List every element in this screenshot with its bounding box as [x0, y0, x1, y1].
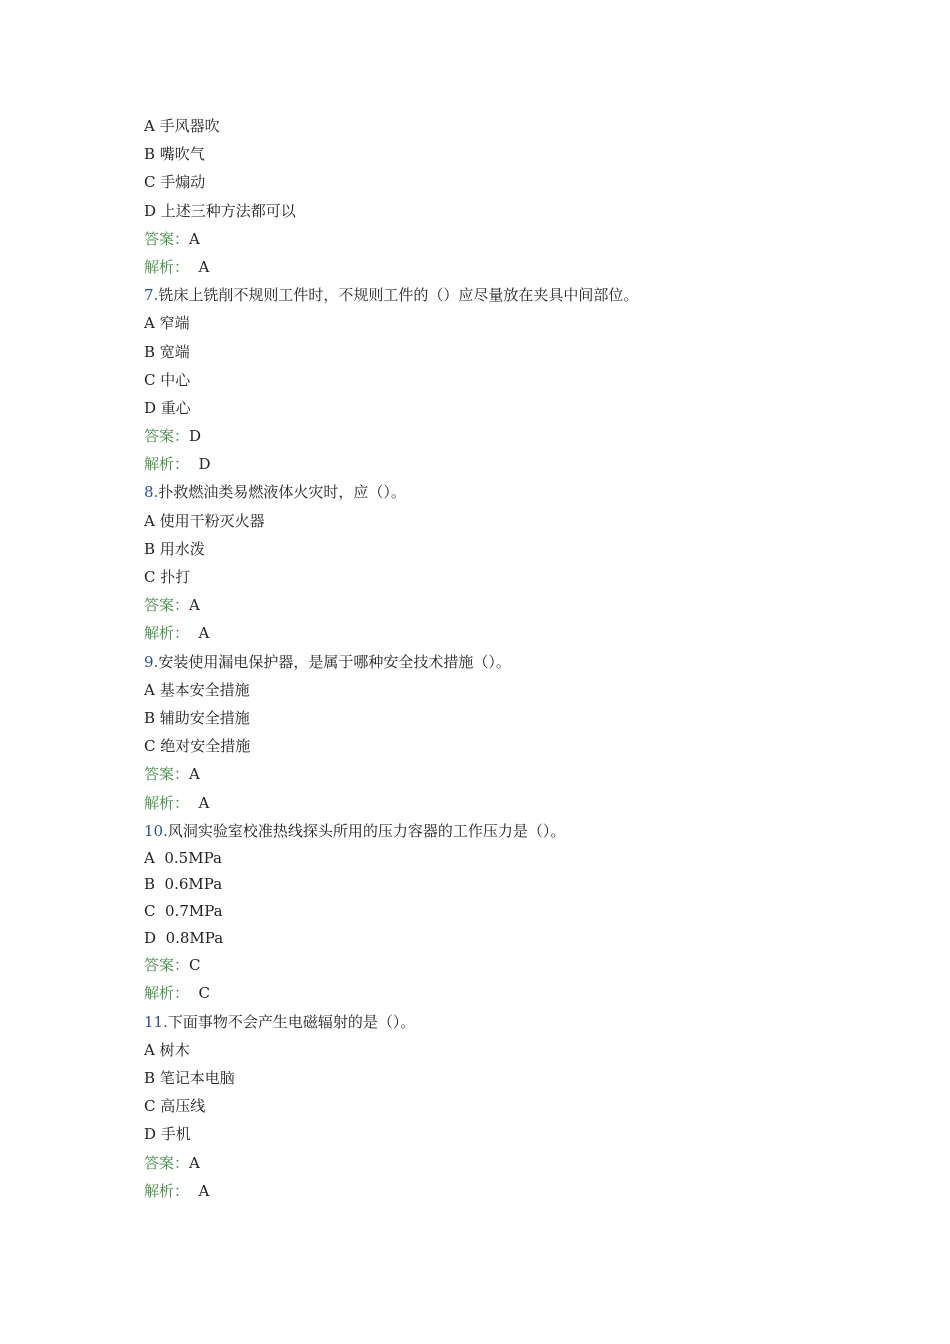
- question-text: 下面事物不会产生电磁辐射的是（）。: [167, 1012, 416, 1031]
- answer-value: A: [189, 765, 200, 784]
- option-a: A 使用干粉灭火器: [144, 511, 265, 530]
- answer-line: [144, 760, 638, 788]
- question-10: [144, 817, 638, 1008]
- question-7: [144, 281, 638, 478]
- answer-line: [144, 225, 638, 253]
- question-number: 11.: [144, 1012, 168, 1031]
- question-stem: [144, 1008, 638, 1036]
- answer-label: 答案：: [144, 427, 190, 446]
- option-b: B 0.6MPa: [144, 875, 223, 894]
- answer-label: 答案：: [144, 596, 190, 615]
- option-c: C 手煽动: [144, 173, 206, 192]
- answer-line: [144, 1149, 638, 1177]
- option-c: C 高压线: [144, 1097, 206, 1116]
- option-a: A 窄端: [144, 314, 190, 333]
- option-a: A 0.5MPa: [144, 848, 222, 867]
- answer-label: 答案：: [144, 765, 190, 784]
- answer-value: A: [189, 229, 200, 248]
- option-b: B 笔记本电脑: [144, 1069, 235, 1087]
- answer-value: A: [189, 596, 200, 615]
- option-b: B 宽端: [144, 342, 190, 361]
- analysis-line: [144, 450, 638, 478]
- answer-value: D: [189, 427, 202, 446]
- question-9: [144, 648, 638, 817]
- answer-value: C: [189, 956, 201, 975]
- question-stem: [144, 478, 638, 506]
- analysis-value: A: [189, 793, 210, 812]
- question-6: [144, 112, 638, 281]
- question-stem: [144, 281, 638, 309]
- option-d: D 0.8MPa: [144, 928, 224, 947]
- answer-label: 答案：: [144, 229, 190, 248]
- question-number: 9.: [144, 652, 159, 671]
- analysis-line: [144, 979, 638, 1007]
- analysis-label: 解析：: [144, 793, 190, 812]
- answer-line: [144, 422, 638, 450]
- question-text: 安装使用漏电保护器，是属于哪种安全技术措施（）。: [158, 652, 511, 671]
- question-list: [144, 112, 638, 1205]
- option-b: B 辅助安全措施: [144, 708, 250, 727]
- analysis-label: 解析：: [144, 455, 190, 474]
- question-11: [144, 1008, 638, 1205]
- question-8: [144, 478, 638, 647]
- answer-label: 答案：: [144, 1153, 190, 1172]
- option-a: A 手风器吹: [144, 117, 220, 135]
- option-c: C 扑打: [144, 568, 191, 586]
- analysis-line: [144, 619, 638, 647]
- analysis-value: A: [189, 257, 210, 276]
- option-d: D 上述三种方法都可以: [144, 201, 296, 220]
- analysis-line: [144, 1177, 638, 1205]
- option-b: B 用水泼: [144, 539, 205, 558]
- analysis-label: 解析：: [144, 624, 190, 643]
- answer-line: [144, 591, 638, 619]
- analysis-line: [144, 253, 638, 281]
- answer-label: 答案：: [144, 956, 190, 975]
- option-b: B 嘴吹气: [144, 145, 205, 164]
- option-c: C 绝对安全措施: [144, 737, 251, 756]
- option-c: C 中心: [144, 370, 191, 389]
- option-a: A 基本安全措施: [144, 680, 250, 699]
- question-number: 8.: [144, 483, 159, 502]
- option-a: A 树木: [144, 1040, 190, 1059]
- answer-value: A: [189, 1153, 200, 1172]
- analysis-label: 解析：: [144, 984, 190, 1003]
- question-stem: [144, 817, 638, 845]
- answer-line: [144, 951, 638, 979]
- question-text: 铣床上铣削不规则工件时，不规则工件的（）应尽量放在夹具中间部位。: [158, 286, 639, 305]
- question-text: 风洞实验室校准热线探头所用的压力容器的工作压力是（）。: [167, 821, 566, 840]
- analysis-value: C: [189, 984, 211, 1003]
- question-number: 7.: [144, 286, 159, 305]
- analysis-line: [144, 789, 638, 817]
- option-c: C 0.7MPa: [144, 902, 223, 921]
- analysis-value: D: [189, 455, 211, 474]
- question-number: 10.: [144, 821, 168, 840]
- analysis-label: 解析：: [144, 1181, 190, 1200]
- analysis-value: A: [189, 1181, 210, 1200]
- option-d: D 重心: [144, 398, 191, 417]
- question-text: 扑救燃油类易燃液体火灾时，应（）。: [158, 483, 406, 502]
- option-d: D 手机: [144, 1125, 191, 1144]
- question-stem: [144, 648, 638, 676]
- analysis-value: A: [189, 624, 210, 643]
- analysis-label: 解析：: [144, 257, 190, 276]
